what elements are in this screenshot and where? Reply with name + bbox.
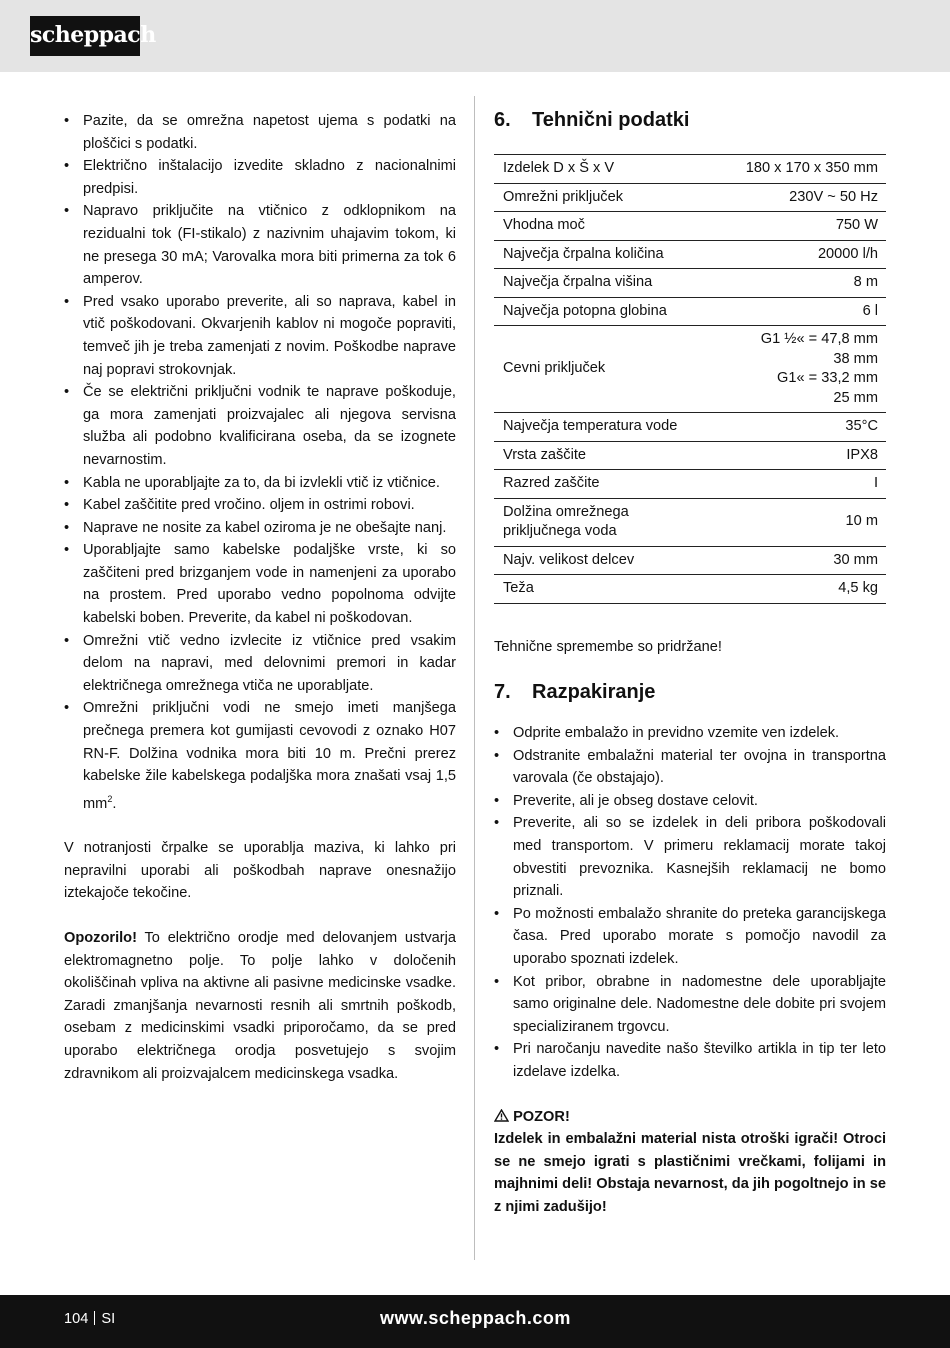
section-title: Razpakiranje — [532, 681, 656, 704]
spec-value: 10 m — [714, 498, 886, 546]
spec-label: Največja črpalna količina — [494, 240, 714, 269]
warning-triangle-icon — [494, 1109, 509, 1122]
table-row — [494, 269, 886, 298]
table-row — [494, 297, 886, 326]
spec-label: Najv. velikost delcev — [494, 546, 714, 575]
section-title: Tehnični podatki — [532, 109, 690, 131]
spec-table — [494, 154, 886, 604]
table-row — [494, 413, 886, 442]
spec-value: 180 x 170 x 350 mm — [714, 155, 886, 184]
spec-label: Največja temperatura vode — [494, 413, 714, 442]
spec-label: Izdelek D x Š x V — [494, 155, 714, 184]
left-column — [64, 110, 456, 1085]
separator — [94, 1311, 95, 1325]
lubricant-paragraph: V notranjosti črpalke se uporablja maziva, ki lahko pri nepravilni uporabi ali poškodbah naprave onesnažijo iztekajoče tekočine. — [64, 840, 456, 902]
spec-value — [714, 326, 886, 413]
spec-value: 8 m — [714, 269, 886, 298]
spec-value: I — [714, 470, 886, 499]
spec-value: 750 W — [714, 212, 886, 241]
spec-value: 6 l — [714, 297, 886, 326]
spec-label: Vrsta zaščite — [494, 441, 714, 470]
spec-label: Teža — [494, 575, 714, 604]
spec-label: Cevni priključek — [494, 326, 714, 413]
list-item: • Naprave ne nosite za kabel oziroma je ne obešajte nanj. — [64, 517, 456, 540]
list-item: • Omrežni vtič vedno izvlecite iz vtičnice pred vsakim delom na napravi, med delovnimi premori in kadar električnega omrežnega vtiča ne uporabljate. — [64, 630, 456, 698]
spec-label: Največja potopna globina — [494, 297, 714, 326]
table-row — [494, 155, 886, 184]
list-item: • Odstranite embalažni material ter ovojna in transportna varovala (če obstajajo). — [494, 745, 886, 790]
page-number: 104 — [64, 1311, 89, 1327]
unpacking-list — [494, 722, 886, 1084]
spec-value: 230V ~ 50 Hz — [714, 183, 886, 212]
page-footer — [0, 1295, 950, 1348]
website-url: www.scheppach.com — [380, 1308, 571, 1328]
spec-value-line: 25 mm — [833, 389, 878, 406]
list-item: • Napravo priključite na vtičnico z odklopnikom na rezidualni tok (FI-stikalo) z nazivnim uhajavim tokom, ki ne presega 30 mA; Varovalka mora biti primerna za tok 6 amperov. — [64, 200, 456, 290]
list-item-end: . — [112, 795, 117, 812]
list-item: • Električno inštalacijo izvedite skladno z nacionalnimi predpisi. — [64, 155, 456, 200]
table-row — [494, 498, 886, 546]
list-item-text: Omrežni priključni vodi ne smejo imeti manjšega prečnega premera kot gumijasti cevovodi z oznako H07 RN-F. Dolžina vodnika mora biti 10 m. Prečni prerez kabelske žile kabelskega podaljška mora znašati vsaj 1,5 mm — [83, 700, 456, 812]
section-heading — [494, 678, 886, 706]
warning-title: POZOR! — [513, 1108, 570, 1125]
warning-heading — [494, 1106, 886, 1129]
page-indicator — [64, 1311, 115, 1327]
table-row — [494, 441, 886, 470]
list-item: • Preverite, ali so se izdelek in deli pribora poškodovali med transportom. V primeru reklamacij morate takoj obvestiti prevoznika. Kasnejših reklamacij ne bomo priznali. — [494, 812, 886, 902]
spec-value: 20000 l/h — [714, 240, 886, 269]
list-item: • Pazite, da se omrežna napetost ujema s podatki na ploščici s podatki. — [64, 110, 456, 155]
list-item: • Če se električni priključni vodnik te naprave poškoduje, ga mora zamenjati proizvajalec ali njegova servisna služba ali podobno kvalificirana oseba, da se izognete nevarnostim. — [64, 381, 456, 471]
list-item: • Kabla ne uporabljajte za to, da bi izvlekli vtič iz vtičnice. — [64, 472, 456, 495]
list-item: • Preverite, ali je obseg dostave celovit. — [494, 790, 886, 813]
spec-label-line: priključnega voda — [503, 523, 617, 539]
table-row — [494, 326, 886, 413]
list-item: • Pri naročanju navedite našo številko artikla in tip ter leto izdelave izdelka. — [494, 1038, 886, 1083]
spec-value-line: G1« = 33,2 mm — [777, 370, 878, 386]
list-item: • Po možnosti embalažo shranite do preteka garancijskega časa. Pred uporabo morate s pomočjo navodil za uporabo spoznati izdelek. — [494, 903, 886, 971]
warning-text: To električno orodje med delovanjem ustvarja elektromagnetno polje. To polje lahko v določenih okoliščinah vpliva na aktivne ali pasivne medicinske vsadke. Zaradi zmanjšanja nevarnosti resnih ali smrtnih poškodb, osebam z medicinskimi vsadki priporočamo, da se pred uporabo električnega orodja posvetujejo s svojim zdravnikom ali proizvajalcem medicinskega vsadka. — [64, 930, 456, 1082]
table-row — [494, 240, 886, 269]
section-heading — [494, 106, 886, 134]
spec-value: 35°C — [714, 413, 886, 442]
spec-value: 30 mm — [714, 546, 886, 575]
page-header — [0, 0, 950, 72]
list-item: • Odprite embalažo in previdno vzemite ven izdelek. — [494, 722, 886, 745]
spec-label — [494, 498, 714, 546]
table-row — [494, 470, 886, 499]
section-number: 6. — [494, 109, 511, 131]
spec-label-line: Dolžina omrežnega — [503, 503, 629, 520]
table-row — [494, 212, 886, 241]
warning-body: Izdelek in embalažni material nista otroški igrači! Otroci se ne smejo igrati s plastičnimi vrečkami, folijami in majhnimi deli! Obstaja nevarnost, da jih pogoltnejo in se z njimi zadušijo! — [494, 1131, 886, 1215]
spec-value-line: G1 ½« = 47,8 mm — [760, 331, 878, 347]
spec-label: Največja črpalna višina — [494, 269, 714, 298]
list-item: • Pred vsako uporabo preverite, ali so naprava, kabel in vtič poškodovani. Okvarjenih kablov ni mogoče popraviti, temveč jih je treba zamenjati z novim. Poškodbe naprave naj popravi strokovnjak. — [64, 291, 456, 381]
spec-value-line: 38 mm — [833, 350, 878, 367]
emf-warning-paragraph — [64, 927, 456, 1085]
spec-label: Vhodna moč — [494, 212, 714, 241]
list-item: • Kabel zaščitite pred vročino. oljem in ostrimi robovi. — [64, 494, 456, 517]
list-item: • Kot pribor, obrabne in nadomestne dele uporabljajte samo originalne dele. Nadomestne dele dobite pri svojem specializiranem trgovcu. — [494, 971, 886, 1039]
spec-value: IPX8 — [714, 441, 886, 470]
safety-list — [64, 110, 456, 815]
spec-label: Omrežni priključek — [494, 183, 714, 212]
tech-note: Tehnične spremembe so pridržane! — [494, 638, 722, 655]
spec-label: Razred zaščite — [494, 470, 714, 499]
spec-value: 4,5 kg — [714, 575, 886, 604]
superscript: 2 — [107, 793, 113, 804]
column-divider — [474, 96, 475, 1260]
language-code: SI — [101, 1311, 116, 1327]
scheppach-logo: scheppach — [30, 16, 140, 56]
section-number: 7. — [494, 681, 511, 704]
right-column — [494, 106, 886, 1219]
table-row — [494, 575, 886, 604]
list-item: • Uporabljajte samo kabelske podaljške vrste, ki so zaščiteni pred brizganjem vode in namenjeni za uporabo na prostem. Pred uporabo vedno popolnoma odvijte kabelski boben. Preverite, da kabel ni poškodovan. — [64, 539, 456, 629]
table-row — [494, 546, 886, 575]
table-row — [494, 183, 886, 212]
list-item — [64, 697, 456, 815]
warning-label: Opozorilo! — [64, 930, 137, 947]
